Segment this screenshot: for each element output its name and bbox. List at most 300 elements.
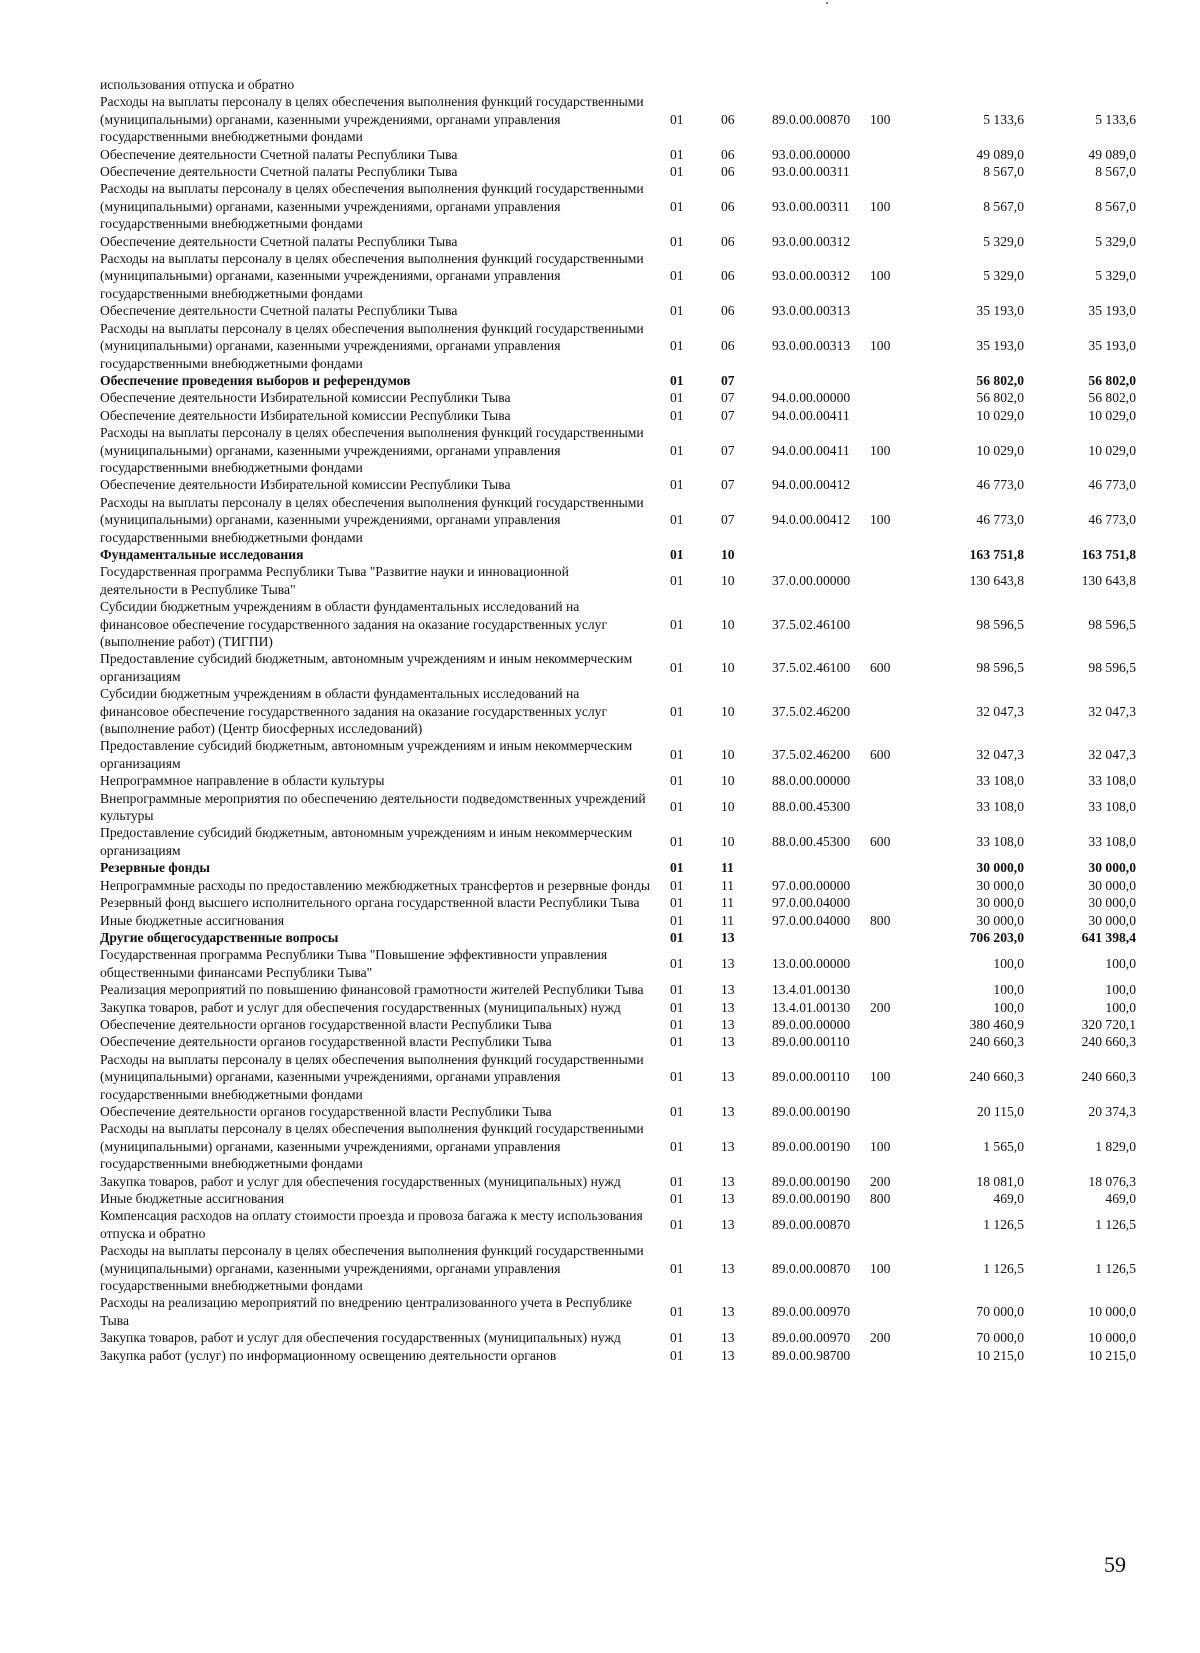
target-article-code: 89.0.00.00870 bbox=[772, 111, 851, 127]
expense-type-code: 600 bbox=[870, 834, 891, 850]
expense-type-code bbox=[860, 1033, 932, 1050]
target-article-code: 89.0.00.00970 bbox=[772, 1330, 851, 1346]
expense-type-code: 600 bbox=[870, 747, 891, 763]
expense-type-code: 800 bbox=[870, 912, 891, 928]
subsection-code: 13 bbox=[721, 1330, 735, 1346]
amount-year-1: 33 108,0 bbox=[976, 834, 1024, 850]
subsection-code: 07 bbox=[721, 512, 735, 528]
subsection-code: 07 bbox=[721, 407, 735, 423]
amount-year-1: 8 567,0 bbox=[983, 198, 1024, 214]
row-name: Закупка работ (услуг) по информационному освещению деятельности органов bbox=[100, 1347, 557, 1363]
row-name: Предоставление субсидий бюджетным, автономным учреждениям и иным некоммерческим организациям bbox=[100, 651, 633, 684]
section-code: 01 bbox=[670, 111, 684, 127]
table-row bbox=[100, 163, 1136, 180]
amount-year-1: 98 596,5 bbox=[976, 616, 1024, 632]
section-code: 01 bbox=[670, 372, 684, 388]
section-code: 01 bbox=[670, 164, 684, 180]
row-name: Резервный фонд высшего исполнительного органа государственной власти Республики Тыва bbox=[100, 895, 640, 911]
amount-year-1: 100,0 bbox=[993, 982, 1024, 998]
expense-type-code: 200 bbox=[870, 1173, 891, 1189]
row-name: Государственная программа Республики Тыва "Повышение эффективности управления общественными финансами Республики Тыва" bbox=[100, 947, 608, 980]
row-name: Непрограммное направление в области культуры bbox=[100, 773, 385, 789]
table-row bbox=[100, 1016, 1136, 1033]
expense-type-code bbox=[860, 946, 932, 981]
section-code: 01 bbox=[670, 268, 684, 284]
amount-year-2: 33 108,0 bbox=[1088, 834, 1136, 850]
target-article-code: 94.0.00.00412 bbox=[772, 512, 851, 528]
target-article-code: 37.5.02.46100 bbox=[772, 616, 851, 632]
page-number: 59 bbox=[1104, 1552, 1126, 1577]
subsection-code: 06 bbox=[721, 268, 735, 284]
amount-year-2: 35 193,0 bbox=[1088, 303, 1136, 319]
table-row bbox=[100, 929, 1136, 946]
section-code: 01 bbox=[670, 616, 684, 632]
expense-type-code: 100 bbox=[870, 268, 891, 284]
row-name: Иные бюджетные ассигнования bbox=[100, 1191, 285, 1206]
amount-year-2: 33 108,0 bbox=[1088, 773, 1136, 789]
table-row bbox=[100, 563, 1136, 598]
amount-year-1: 10 215,0 bbox=[976, 1347, 1024, 1363]
section-code: 01 bbox=[670, 390, 684, 406]
section-code: 01 bbox=[670, 834, 684, 850]
table-row bbox=[100, 407, 1136, 424]
amount-year-2: 100,0 bbox=[1105, 982, 1136, 998]
expense-type-code bbox=[860, 407, 932, 424]
amount-year-1: 380 460,9 bbox=[969, 1016, 1024, 1032]
target-article-code: 93.0.00.00313 bbox=[772, 303, 851, 319]
target-article-code: 93.0.00.00313 bbox=[772, 338, 851, 354]
subsection-code: 13 bbox=[721, 1138, 735, 1154]
subsection-code: 06 bbox=[721, 338, 735, 354]
row-name: Расходы на выплаты персоналу в целях обеспечения выполнения функций государственными (муниципальными) органами, казенными учреждениями, органами управления государственными внебюджетными фондами bbox=[100, 1243, 644, 1294]
subsection-code: 10 bbox=[721, 546, 735, 562]
amount-year-1: 469,0 bbox=[993, 1191, 1024, 1206]
section-code: 01 bbox=[670, 660, 684, 676]
amount-year-2: 10 000,0 bbox=[1088, 1330, 1136, 1346]
target-article-code: 94.0.00.00412 bbox=[772, 477, 851, 493]
expense-type-code bbox=[860, 1347, 932, 1364]
expense-type-code bbox=[860, 877, 932, 894]
amount-year-1: 70 000,0 bbox=[976, 1330, 1024, 1346]
row-name: Обеспечение проведения выборов и референдумов bbox=[100, 372, 411, 388]
section-code bbox=[658, 76, 698, 93]
subsection-code: 06 bbox=[721, 198, 735, 214]
expense-type-code bbox=[860, 1207, 932, 1242]
amount-year-2: 49 089,0 bbox=[1088, 146, 1136, 162]
expense-type-code bbox=[860, 772, 932, 789]
target-article-code bbox=[760, 76, 860, 93]
table-row bbox=[100, 389, 1136, 406]
subsection-code: 10 bbox=[721, 573, 735, 589]
row-name: Иные бюджетные ассигнования bbox=[100, 912, 285, 928]
target-article-code: 89.0.00.00870 bbox=[772, 1217, 851, 1233]
expense-type-code bbox=[860, 929, 932, 946]
subsection-code: 13 bbox=[721, 1217, 735, 1233]
section-code: 01 bbox=[670, 1069, 684, 1085]
table-row bbox=[100, 912, 1136, 929]
row-name: Субсидии бюджетным учреждениям в области фундаментальных исследований на финансовое обеспечение государственного задания на оказание государственных услуг (выполнение работ) (Центр биосферных исследований) bbox=[100, 686, 608, 737]
table-row bbox=[100, 1103, 1136, 1120]
section-code: 01 bbox=[670, 895, 684, 911]
target-article-code: 97.0.00.04000 bbox=[772, 895, 851, 911]
table-row bbox=[100, 320, 1136, 372]
section-code: 01 bbox=[670, 860, 684, 876]
expense-type-code bbox=[860, 546, 932, 563]
row-name: Расходы на выплаты персоналу в целях обеспечения выполнения функций государственными (муниципальными) органами, казенными учреждениями, органами управления государственными внебюджетными фондами bbox=[100, 181, 644, 232]
amount-year-1: 56 802,0 bbox=[976, 372, 1024, 388]
amount-year-2: 20 374,3 bbox=[1088, 1103, 1136, 1119]
row-name: Фундаментальные исследования bbox=[100, 546, 304, 562]
subsection-code: 07 bbox=[721, 390, 735, 406]
target-article-code: 13.4.01.00130 bbox=[772, 999, 851, 1015]
target-article-code: 88.0.00.00000 bbox=[772, 773, 851, 789]
table-row bbox=[100, 598, 1136, 650]
subsection-code: 13 bbox=[721, 982, 735, 998]
amount-year-2: 32 047,3 bbox=[1088, 747, 1136, 763]
row-name: Расходы на выплаты персоналу в целях обеспечения выполнения функций государственными (муниципальными) органами, казенными учреждениями, органами управления государственными внебюджетными фондами bbox=[100, 94, 644, 145]
table-row bbox=[100, 1347, 1136, 1364]
section-code: 01 bbox=[670, 877, 684, 893]
section-code: 01 bbox=[670, 407, 684, 423]
expense-type-code bbox=[860, 981, 932, 998]
row-name: Расходы на выплаты персоналу в целях обеспечения выполнения функций государственными (муниципальными) органами, казенными учреждениями, органами управления государственными внебюджетными фондами bbox=[100, 494, 644, 545]
amount-year-2: 240 660,3 bbox=[1081, 1034, 1136, 1050]
section-code: 01 bbox=[670, 1304, 684, 1320]
table-row bbox=[100, 1051, 1136, 1103]
amount-year-2: 100,0 bbox=[1105, 999, 1136, 1015]
subsection-code: 13 bbox=[721, 1347, 735, 1363]
row-name: Внепрограммные мероприятия по обеспечению деятельности подведомственных учреждений культуры bbox=[100, 790, 646, 824]
expense-type-code: 600 bbox=[870, 660, 891, 676]
amount-year-2: 30 000,0 bbox=[1088, 860, 1136, 876]
subsection-code: 06 bbox=[721, 111, 735, 127]
expense-type-code bbox=[860, 372, 932, 389]
amount-year-2: 30 000,0 bbox=[1088, 895, 1136, 911]
subsection-code: 10 bbox=[721, 799, 735, 815]
amount-year-2: 56 802,0 bbox=[1088, 390, 1136, 406]
table-row bbox=[100, 1207, 1136, 1242]
table-row bbox=[100, 494, 1136, 546]
expense-type-code bbox=[860, 859, 932, 876]
subsection-code: 07 bbox=[721, 372, 735, 388]
amount-year-2 bbox=[1042, 76, 1136, 93]
amount-year-1: 32 047,3 bbox=[976, 703, 1024, 719]
expense-type-code: 100 bbox=[870, 111, 891, 127]
amount-year-1: 5 133,6 bbox=[983, 111, 1024, 127]
section-code: 01 bbox=[670, 982, 684, 998]
subsection-code: 10 bbox=[721, 660, 735, 676]
amount-year-2: 10 215,0 bbox=[1088, 1347, 1136, 1363]
amount-year-1: 100,0 bbox=[993, 956, 1024, 972]
target-article-code bbox=[760, 859, 860, 876]
row-name: Обеспечение деятельности Избирательной комиссии Республики Тыва bbox=[100, 407, 511, 423]
amount-year-1: 10 029,0 bbox=[976, 442, 1024, 458]
table-row bbox=[100, 946, 1136, 981]
target-article-code: 13.4.01.00130 bbox=[772, 982, 851, 998]
amount-year-1: 32 047,3 bbox=[976, 747, 1024, 763]
expense-type-code bbox=[860, 163, 932, 180]
target-article-code: 94.0.00.00411 bbox=[772, 407, 850, 423]
target-article-code bbox=[760, 546, 860, 563]
target-article-code: 94.0.00.00000 bbox=[772, 390, 851, 406]
table-row bbox=[100, 372, 1136, 389]
section-code: 01 bbox=[670, 1103, 684, 1119]
expense-type-code bbox=[860, 685, 932, 737]
amount-year-1: 70 000,0 bbox=[976, 1304, 1024, 1320]
amount-year-1: 706 203,0 bbox=[969, 929, 1024, 945]
target-article-code: 13.0.00.00000 bbox=[772, 956, 851, 972]
row-name: Предоставление субсидий бюджетным, автономным учреждениям и иным некоммерческим организациям bbox=[100, 825, 633, 858]
target-article-code: 89.0.00.00110 bbox=[772, 1034, 850, 1050]
table-row bbox=[100, 146, 1136, 163]
amount-year-1: 163 751,8 bbox=[969, 546, 1024, 562]
expense-type-code: 100 bbox=[870, 198, 891, 214]
amount-year-2: 56 802,0 bbox=[1088, 372, 1136, 388]
section-code: 01 bbox=[670, 1191, 684, 1206]
table-row bbox=[100, 76, 1136, 93]
subsection-code: 13 bbox=[721, 999, 735, 1015]
section-code: 01 bbox=[670, 1173, 684, 1189]
table-row bbox=[100, 180, 1136, 232]
amount-year-2: 98 596,5 bbox=[1088, 660, 1136, 676]
target-article-code: 93.0.00.00311 bbox=[772, 198, 850, 214]
amount-year-2: 10 029,0 bbox=[1088, 442, 1136, 458]
table-row bbox=[100, 824, 1136, 859]
section-code: 01 bbox=[670, 703, 684, 719]
table-row bbox=[100, 999, 1136, 1016]
row-name: Обеспечение деятельности Избирательной комиссии Республики Тыва bbox=[100, 390, 511, 406]
subsection-code: 07 bbox=[721, 477, 735, 493]
table-row bbox=[100, 772, 1136, 789]
target-article-code: 89.0.00.00190 bbox=[772, 1138, 851, 1154]
amount-year-2: 1 829,0 bbox=[1095, 1138, 1136, 1154]
subsection-code: 13 bbox=[721, 929, 735, 945]
amount-year-1: 46 773,0 bbox=[976, 512, 1024, 528]
amount-year-1: 5 329,0 bbox=[983, 233, 1024, 249]
target-article-code bbox=[760, 372, 860, 389]
section-code: 01 bbox=[670, 912, 684, 928]
amount-year-2: 1 126,5 bbox=[1095, 1217, 1136, 1233]
row-name: Резервные фонды bbox=[100, 860, 210, 876]
table-row bbox=[100, 1242, 1136, 1294]
table-body bbox=[100, 76, 1136, 1364]
table-row bbox=[100, 685, 1136, 737]
row-name: Закупка товаров, работ и услуг для обеспечения государственных (муниципальных) нужд bbox=[100, 1173, 621, 1189]
amount-year-1: 49 089,0 bbox=[976, 146, 1024, 162]
row-name: Субсидии бюджетным учреждениям в области фундаментальных исследований на финансовое обеспечение государственного задания на оказание государственных услуг (выполнение работ) (ТИГПИ) bbox=[100, 599, 608, 649]
subsection-code: 10 bbox=[721, 703, 735, 719]
row-name: Закупка товаров, работ и услуг для обеспечения государственных (муниципальных) нужд bbox=[100, 999, 621, 1015]
subsection-code: 06 bbox=[721, 146, 735, 162]
subsection-code: 13 bbox=[721, 1016, 735, 1032]
row-name: Расходы на выплаты персоналу в целях обеспечения выполнения функций государственными (муниципальными) органами, казенными учреждениями, органами управления государственными внебюджетными фондами bbox=[100, 320, 644, 371]
row-name: Расходы на реализацию мероприятий по внедрению централизованного учета в Республике Тыва bbox=[100, 1295, 633, 1328]
amount-year-2: 1 126,5 bbox=[1095, 1260, 1136, 1276]
amount-year-2: 46 773,0 bbox=[1088, 512, 1136, 528]
scan-speck bbox=[826, 2, 828, 4]
amount-year-1: 30 000,0 bbox=[976, 877, 1024, 893]
subsection-code: 10 bbox=[721, 834, 735, 850]
row-name: Компенсация расходов на оплату стоимости проезда и провоза багажа к месту использования отпуска и обратно bbox=[100, 1208, 643, 1241]
expense-type-code bbox=[860, 302, 932, 319]
section-code: 01 bbox=[670, 747, 684, 763]
target-article-code: 94.0.00.00411 bbox=[772, 442, 850, 458]
section-code: 01 bbox=[670, 546, 684, 562]
expense-type-code: 100 bbox=[870, 1260, 891, 1276]
row-name: Расходы на выплаты персоналу в целях обеспечения выполнения функций государственными (муниципальными) органами, казенными учреждениями, органами управления государственными внебюджетными фондами bbox=[100, 425, 644, 475]
target-article-code: 97.0.00.04000 bbox=[772, 912, 851, 928]
target-article-code: 89.0.00.98700 bbox=[772, 1347, 851, 1363]
section-code: 01 bbox=[670, 198, 684, 214]
amount-year-2: 98 596,5 bbox=[1088, 616, 1136, 632]
target-article-code: 88.0.00.45300 bbox=[772, 834, 851, 850]
table-row bbox=[100, 877, 1136, 894]
table-row bbox=[100, 1294, 1136, 1329]
amount-year-1: 35 193,0 bbox=[976, 338, 1024, 354]
row-name: Обеспечение деятельности органов государственной власти Республики Тыва bbox=[100, 1016, 552, 1032]
amount-year-1: 130 643,8 bbox=[969, 573, 1024, 589]
amount-year-1: 30 000,0 bbox=[976, 895, 1024, 911]
row-name: Государственная программа Республики Тыва "Развитие науки и инновационной деятельности в Республике Тыва" bbox=[100, 564, 569, 597]
amount-year-2: 30 000,0 bbox=[1088, 912, 1136, 928]
amount-year-2: 33 108,0 bbox=[1088, 799, 1136, 815]
table-row bbox=[100, 1173, 1136, 1190]
amount-year-1: 18 081,0 bbox=[976, 1173, 1024, 1189]
section-code: 01 bbox=[670, 799, 684, 815]
subsection-code: 13 bbox=[721, 1034, 735, 1050]
target-article-code: 89.0.00.00970 bbox=[772, 1304, 851, 1320]
amount-year-1: 1 126,5 bbox=[983, 1217, 1024, 1233]
amount-year-1: 10 029,0 bbox=[976, 407, 1024, 423]
subsection-code: 13 bbox=[721, 956, 735, 972]
expense-type-code: 100 bbox=[870, 512, 891, 528]
expense-type-code: 800 bbox=[870, 1191, 891, 1206]
amount-year-2: 32 047,3 bbox=[1088, 703, 1136, 719]
subsection-code: 13 bbox=[721, 1304, 735, 1320]
amount-year-1: 30 000,0 bbox=[976, 860, 1024, 876]
amount-year-1: 240 660,3 bbox=[969, 1069, 1024, 1085]
section-code: 01 bbox=[670, 1260, 684, 1276]
amount-year-1: 20 115,0 bbox=[976, 1103, 1024, 1119]
expense-type-code: 100 bbox=[870, 338, 891, 354]
table-row bbox=[100, 737, 1136, 772]
table-row bbox=[100, 250, 1136, 302]
row-name: Расходы на выплаты персоналу в целях обеспечения выполнения функций государственными (муниципальными) органами, казенными учреждениями, органами управления государственными внебюджетными фондами bbox=[100, 1121, 644, 1172]
section-code: 01 bbox=[670, 573, 684, 589]
target-article-code: 89.0.00.00190 bbox=[772, 1173, 851, 1189]
table-row bbox=[100, 1329, 1136, 1346]
section-code: 01 bbox=[670, 1138, 684, 1154]
expense-type-code: 100 bbox=[870, 1069, 891, 1085]
amount-year-1: 35 193,0 bbox=[976, 303, 1024, 319]
target-article-code: 37.5.02.46100 bbox=[772, 660, 851, 676]
amount-year-2: 30 000,0 bbox=[1088, 877, 1136, 893]
amount-year-2: 18 076,3 bbox=[1088, 1173, 1136, 1189]
table-row bbox=[100, 894, 1136, 911]
subsection-code: 13 bbox=[721, 1103, 735, 1119]
expense-type-code bbox=[860, 476, 932, 493]
target-article-code bbox=[760, 929, 860, 946]
expense-type-code: 100 bbox=[870, 442, 891, 458]
expense-type-code bbox=[860, 1016, 932, 1033]
target-article-code: 89.0.00.00190 bbox=[772, 1191, 851, 1206]
amount-year-1: 100,0 bbox=[993, 999, 1024, 1015]
amount-year-1: 30 000,0 bbox=[976, 912, 1024, 928]
row-name: использования отпуска и обратно bbox=[100, 77, 295, 92]
subsection-code: 13 bbox=[721, 1260, 735, 1276]
table-row bbox=[100, 1190, 1136, 1207]
subsection-code: 11 bbox=[721, 895, 735, 911]
amount-year-1: 240 660,3 bbox=[969, 1034, 1024, 1050]
subsection-code: 11 bbox=[721, 877, 735, 893]
subsection-code: 13 bbox=[721, 1191, 735, 1206]
section-code: 01 bbox=[670, 1034, 684, 1050]
table-row bbox=[100, 93, 1136, 145]
amount-year-2: 5 133,6 bbox=[1095, 111, 1136, 127]
section-code: 01 bbox=[670, 477, 684, 493]
target-article-code: 93.0.00.00312 bbox=[772, 268, 851, 284]
section-code: 01 bbox=[670, 1016, 684, 1032]
subsection-code: 13 bbox=[721, 1069, 735, 1085]
section-code: 01 bbox=[670, 929, 684, 945]
section-code: 01 bbox=[670, 146, 684, 162]
amount-year-1: 5 329,0 bbox=[983, 268, 1024, 284]
expense-type-code bbox=[860, 1103, 932, 1120]
row-name: Реализация мероприятий по повышению финансовой грамотности жителей Республики Тыва bbox=[100, 982, 644, 998]
amount-year-2: 240 660,3 bbox=[1081, 1069, 1136, 1085]
target-article-code: 97.0.00.00000 bbox=[772, 877, 851, 893]
expense-type-code bbox=[860, 598, 932, 650]
table-row bbox=[100, 233, 1136, 250]
section-code: 01 bbox=[670, 956, 684, 972]
amount-year-2: 163 751,8 bbox=[1081, 546, 1136, 562]
amount-year-1: 98 596,5 bbox=[976, 660, 1024, 676]
target-article-code: 37.0.00.00000 bbox=[772, 573, 851, 589]
section-code: 01 bbox=[670, 1330, 684, 1346]
table-row bbox=[100, 981, 1136, 998]
target-article-code: 93.0.00.00000 bbox=[772, 146, 851, 162]
amount-year-1: 33 108,0 bbox=[976, 799, 1024, 815]
amount-year-1: 33 108,0 bbox=[976, 773, 1024, 789]
section-code: 01 bbox=[670, 442, 684, 458]
expense-type-code bbox=[860, 790, 932, 825]
section-code: 01 bbox=[670, 233, 684, 249]
table-row bbox=[100, 859, 1136, 876]
row-name: Расходы на выплаты персоналу в целях обеспечения выполнения функций государственными (муниципальными) органами, казенными учреждениями, органами управления государственными внебюджетными фондами bbox=[100, 1051, 644, 1102]
amount-year-1: 1 565,0 bbox=[983, 1138, 1024, 1154]
table-row bbox=[100, 302, 1136, 319]
subsection-code: 10 bbox=[721, 747, 735, 763]
amount-year-2: 641 398,4 bbox=[1081, 929, 1136, 945]
subsection-code: 07 bbox=[721, 442, 735, 458]
expense-type-code: 100 bbox=[870, 1138, 891, 1154]
row-name: Непрограммные расходы по предоставлению межбюджетных трансфертов и резервные фонды bbox=[100, 877, 651, 893]
subsection-code: 10 bbox=[721, 616, 735, 632]
section-code: 01 bbox=[670, 773, 684, 789]
target-article-code: 89.0.00.00190 bbox=[772, 1103, 851, 1119]
table-row bbox=[100, 424, 1136, 476]
target-article-code: 88.0.00.45300 bbox=[772, 799, 851, 815]
expense-type-code bbox=[860, 146, 932, 163]
amount-year-1 bbox=[932, 76, 1042, 93]
row-name: Обеспечение деятельности Счетной палаты Республики Тыва bbox=[100, 164, 458, 180]
target-article-code: 93.0.00.00311 bbox=[772, 164, 850, 180]
row-name: Другие общегосударственные вопросы bbox=[100, 929, 339, 945]
target-article-code: 93.0.00.00312 bbox=[772, 233, 851, 249]
row-name: Предоставление субсидий бюджетным, автономным учреждениям и иным некоммерческим организациям bbox=[100, 738, 633, 771]
row-name: Обеспечение деятельности органов государственной власти Республики Тыва bbox=[100, 1034, 552, 1050]
amount-year-2: 5 329,0 bbox=[1095, 233, 1136, 249]
